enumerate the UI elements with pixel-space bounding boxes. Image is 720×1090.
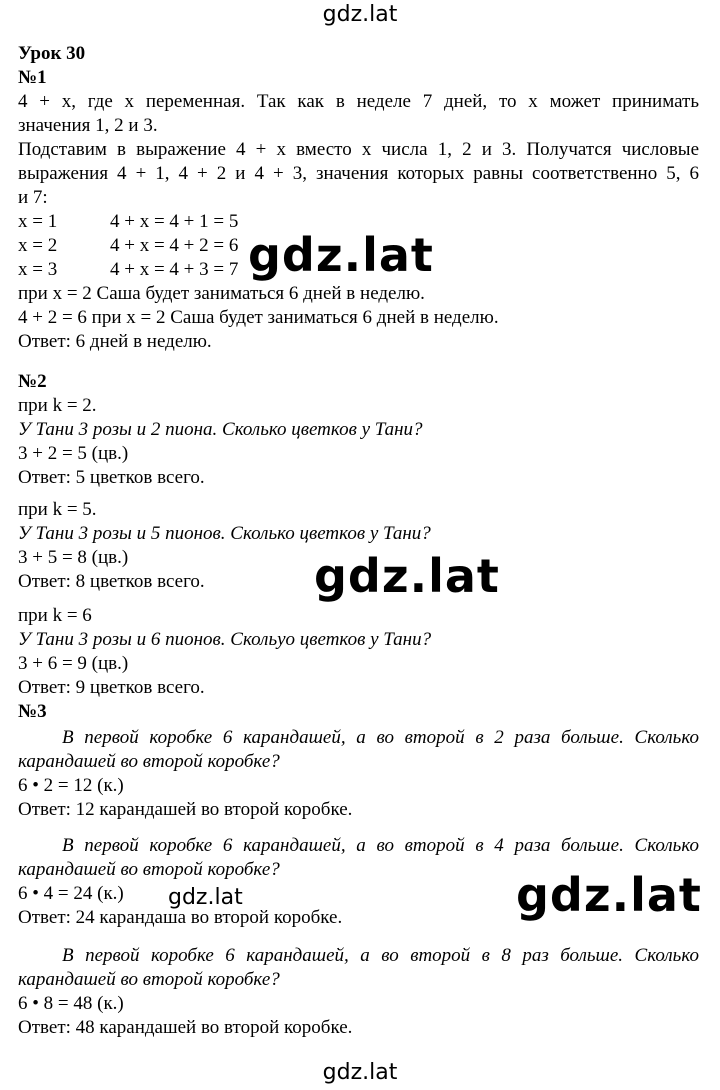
substitution-expr: 4 + x = 4 + 2 = 6 [110,235,239,256]
task-3-answer: Ответ: 24 карандаша во второй коробке. [18,907,343,928]
task-1-text-line: Подставим в выражение 4 + x вместо x числа 1, 2 и 3. Получатся числовые [18,139,699,160]
task-3-problem-line: карандашей во второй коробке? [18,859,280,880]
task-2-problem: У Тани 3 розы и 2 пиона. Сколько цветков у Тани? [18,419,423,440]
substitution-var: x = 3 [18,259,58,280]
task-1-text-line: значения 1, 2 и 3. [18,115,158,136]
task-2-calc: 3 + 2 = 5 (цв.) [18,443,129,464]
watermark-large: gdz.lat [314,549,500,603]
substitution-expr: 4 + x = 4 + 3 = 7 [110,259,239,280]
watermark-large: gdz.lat [516,868,702,922]
task-3-calc: 6 • 2 = 12 (к.) [18,775,124,796]
watermark-large: gdz.lat [248,228,434,282]
watermark-bottom: gdz.lat [322,1060,398,1085]
substitution-var: x = 2 [18,235,58,256]
task-3-answer: Ответ: 12 карандашей во второй коробке. [18,799,353,820]
task-3-calc: 6 • 4 = 24 (к.) [18,883,124,904]
lesson-title: Урок 30 [18,43,86,64]
task-2-answer: Ответ: 9 цветков всего. [18,677,205,698]
task-1-text-line: 4 + 2 = 6 при x = 2 Саша будет заниматься 6 дней в неделю. [18,307,499,328]
task-1-text-line: 4 + x, где x переменная. Так как в неделе 7 дней, то x может принимать [18,91,699,112]
watermark-top: gdz.lat [322,2,398,27]
task-2-calc: 3 + 6 = 9 (цв.) [18,653,129,674]
task-3-problem-line: карандашей во второй коробке? [18,751,280,772]
task-1-number: №1 [18,67,47,88]
task-2-number: №2 [18,371,47,392]
task-2-condition: при k = 2. [18,395,97,416]
task-3-problem-line: В первой коробке 6 карандашей, а во второй в 2 раза больше. Сколько [62,727,699,748]
task-1-text-line: при x = 2 Саша будет заниматься 6 дней в неделю. [18,283,425,304]
task-3-number: №3 [18,701,47,722]
substitution-var: x = 1 [18,211,58,232]
task-1-text-line: и 7: [18,187,48,208]
substitution-row [18,258,238,282]
task-2-answer: Ответ: 8 цветков всего. [18,571,205,592]
substitution-row [18,234,238,258]
substitution-row [18,210,238,234]
task-2-calc: 3 + 5 = 8 (цв.) [18,547,129,568]
task-2-problem: У Тани 3 розы и 6 пионов. Скольуо цветков у Тани? [18,629,432,650]
task-3-problem-line: В первой коробке 6 карандашей, а во второй в 4 раза больше. Сколько [62,835,699,856]
task-2-condition: при k = 6 [18,605,92,626]
task-3-calc: 6 • 8 = 48 (к.) [18,993,124,1014]
task-1-text-line: выражения 4 + 1, 4 + 2 и 4 + 3, значения которых равны соответственно 5, 6 [18,163,699,184]
task-1-answer: Ответ: 6 дней в неделю. [18,331,212,352]
watermark-small: gdz.lat [168,885,243,910]
task-2-answer: Ответ: 5 цветков всего. [18,467,205,488]
task-3-problem-line: В первой коробке 6 карандашей, а во второй в 8 раз больше. Сколько [62,945,699,966]
task-3-answer: Ответ: 48 карандашей во второй коробке. [18,1017,353,1038]
task-2-problem: У Тани 3 розы и 5 пионов. Сколько цветков у Тани? [18,523,431,544]
substitution-expr: 4 + x = 4 + 1 = 5 [110,211,239,232]
task-3-problem-line: карандашей во второй коробке? [18,969,280,990]
task-2-condition: при k = 5. [18,499,97,520]
